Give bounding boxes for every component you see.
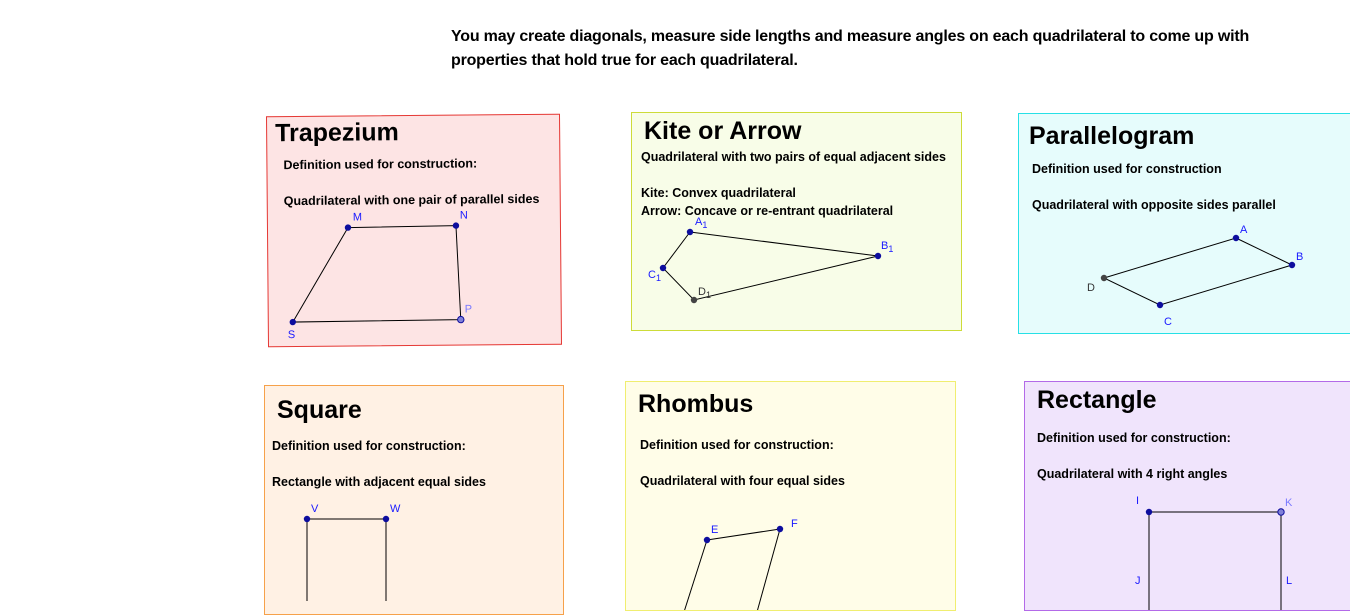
point-d[interactable] [1101, 275, 1107, 281]
point-s-label: S [287, 329, 296, 342]
point-v-label: V [311, 503, 319, 515]
point-w-label: W [390, 503, 401, 515]
trapezium-title: Trapezium [275, 118, 399, 148]
point-m-label: M [352, 211, 363, 224]
kite-shape [663, 232, 878, 300]
square-panel [264, 385, 564, 615]
parallelogram-definition-text: Quadrilateral with opposite sides parallel [1032, 198, 1276, 212]
rhombus-construction[interactable] [626, 382, 956, 611]
point-l-label: L [1286, 575, 1293, 587]
rhombus-panel [625, 381, 956, 611]
instructions-text [451, 25, 1251, 73]
rhombus-side-left [684, 540, 707, 611]
kite-definition-text: Quadrilateral with two pairs of equal adjacent sides [641, 150, 946, 164]
point-m[interactable] [345, 224, 351, 230]
point-b[interactable] [1289, 262, 1295, 268]
point-i-label: I [1136, 495, 1140, 507]
parallelogram-panel [1018, 113, 1350, 334]
point-k[interactable] [1278, 509, 1284, 515]
kite-arrow-text: Arrow: Concave or re-entrant quadrilateral [641, 204, 894, 218]
instructions-line-1: You may create diagonals, measure side lengths and measure angles on each quadrilateral to come up with [451, 28, 1250, 45]
point-a1[interactable] [687, 229, 693, 235]
trapezium-definition-text: Quadrilateral with one pair of parallel sides [283, 191, 540, 209]
point-v[interactable] [304, 516, 310, 522]
point-b1[interactable] [875, 253, 881, 259]
square-title: Square [277, 396, 362, 424]
point-i[interactable] [1146, 509, 1152, 515]
square-construction[interactable] [265, 386, 564, 615]
point-c1-label: $C_1$ [648, 269, 661, 283]
instructions-line-2: properties that hold true for each quadrilateral. [451, 52, 798, 69]
point-f[interactable] [777, 526, 783, 532]
rhombus-definition-label: Definition used for construction: [640, 438, 834, 452]
rectangle-construction[interactable] [1025, 382, 1350, 611]
point-d1[interactable] [691, 297, 697, 303]
point-a[interactable] [1233, 235, 1239, 241]
rhombus-definition-text: Quadrilateral with four equal sides [640, 474, 845, 488]
point-d1-label: $D_1$ [698, 286, 711, 300]
rectangle-title: Rectangle [1037, 386, 1157, 414]
rectangle-definition-text: Quadrilateral with 4 right angles [1037, 467, 1228, 481]
point-a1-label: $A_1$ [695, 216, 708, 230]
parallelogram-definition-label: Definition used for construction [1032, 162, 1222, 176]
point-p[interactable] [458, 316, 464, 322]
point-b1-label: $B_1$ [881, 240, 894, 254]
point-c[interactable] [1157, 302, 1163, 308]
kite-title: Kite or Arrow [644, 117, 802, 145]
point-b-label: B [1296, 251, 1304, 263]
kite-construction[interactable] [632, 113, 962, 331]
point-p-label: P [464, 303, 473, 316]
point-c-label: C [1164, 316, 1172, 328]
point-c1[interactable] [660, 265, 666, 271]
point-e-label: E [711, 524, 719, 536]
trapezium-construction[interactable] [267, 115, 562, 348]
rhombus-side-right [757, 529, 780, 611]
trapezium-definition-label: Definition used for construction: [283, 156, 478, 173]
parallelogram-construction[interactable] [1019, 114, 1350, 334]
rectangle-definition-label: Definition used for construction: [1037, 431, 1231, 445]
point-n[interactable] [453, 222, 459, 228]
rectangle-panel [1024, 381, 1350, 611]
point-k-label: K [1285, 497, 1293, 509]
trapezium-shape [292, 226, 461, 322]
point-w[interactable] [383, 516, 389, 522]
trapezium-panel [266, 114, 562, 348]
square-definition-text: Rectangle with adjacent equal sides [272, 475, 486, 489]
rhombus-title: Rhombus [638, 390, 754, 418]
point-j-label: J [1135, 575, 1141, 587]
point-n-label: N [459, 209, 468, 222]
point-f-label: F [791, 518, 798, 530]
point-s[interactable] [290, 319, 296, 325]
kite-panel [631, 112, 962, 331]
parallelogram-title: Parallelogram [1029, 122, 1195, 150]
parallelogram-shape [1104, 238, 1292, 305]
square-definition-label: Definition used for construction: [272, 439, 466, 453]
point-a-label: A [1240, 224, 1248, 236]
point-d-label: D [1087, 282, 1095, 294]
kite-convex-text: Kite: Convex quadrilateral [641, 186, 796, 200]
point-e[interactable] [704, 537, 710, 543]
